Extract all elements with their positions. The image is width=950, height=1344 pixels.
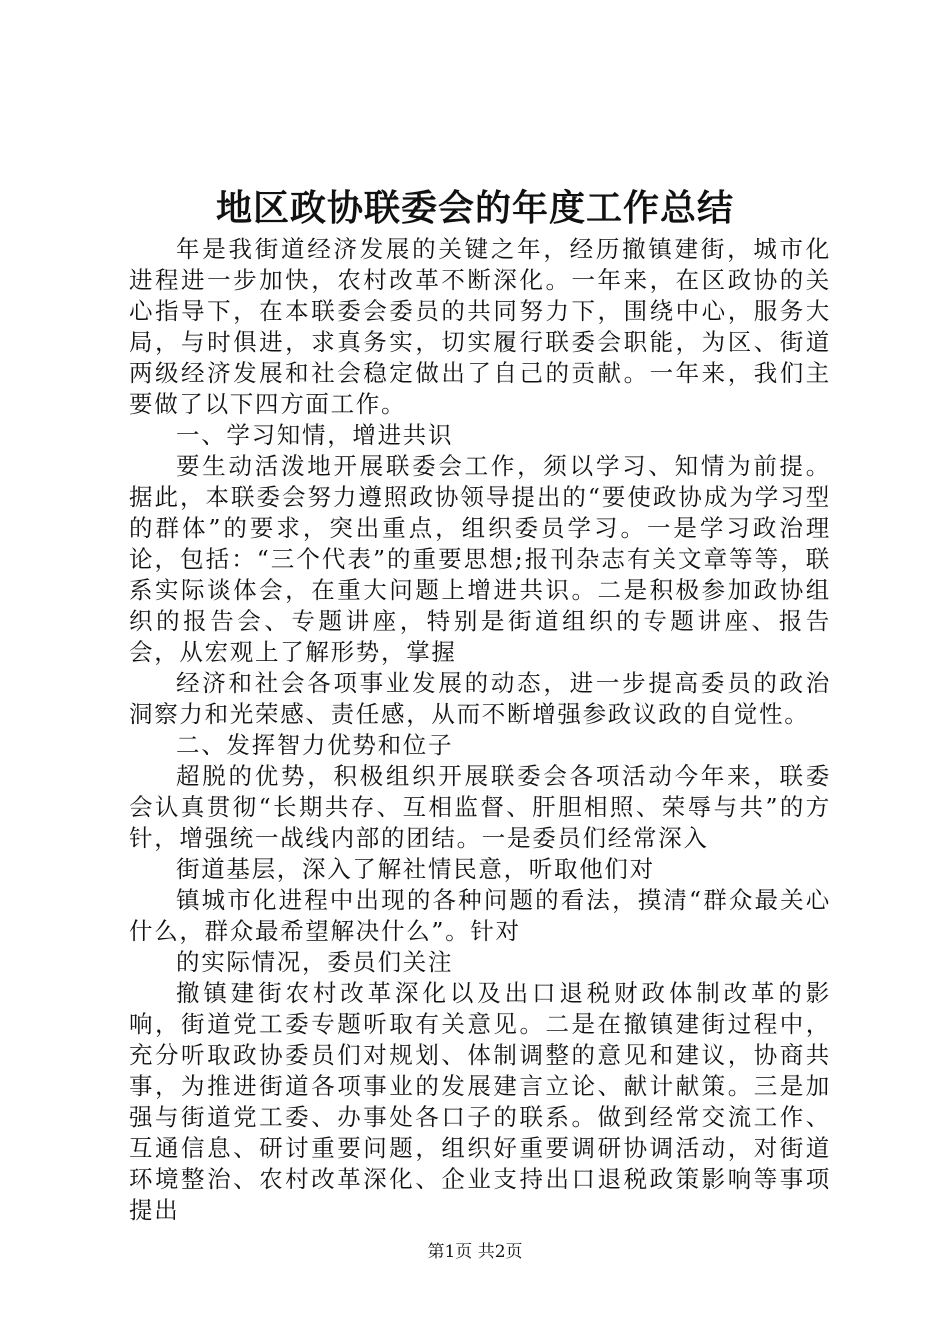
- paragraph-situation: 的实际情况，委员们关注: [176, 948, 454, 976]
- paragraph-urbanization: 镇城市化进程中出现的各种问题的看法，摸清“群众最关心什么，群众最希望解决什么”。针对: [129, 886, 831, 945]
- paragraph-reform: 撤镇建街农村改革深化以及出口退税财政体制改革的影响，街道党工委专题听取有关意见。二是在撤镇建街过程中，充分听取政协委员们对规划、体制调整的意见和建议，协商共事，为推进街道各项事业的发展建言立论、献计献策。三是加强与街道党工委、办事处各口子的联系。做到经常交流工作、互通信息、研讨重要问题，组织好重要调研协调活动，对街道环境整治、农村改革深化、企业支持出口退税政策影响等事项提出: [129, 979, 831, 1224]
- section-heading-1: 一、学习知情，增进共识: [176, 421, 454, 449]
- paragraph-advantage: 超脱的优势，积极组织开展联委会各项活动今年来，联委会认真贯彻“长期共存、互相监督、肝胆相照、荣辱与共”的方针，增强统一战线内部的团结。一是委员们经常深入: [129, 762, 831, 852]
- section-heading-2: 二、发挥智力优势和位子: [176, 731, 454, 759]
- paragraph-study: 要生动活泼地开展联委会工作，须以学习、知情为前提。据此，本联委会努力遵照政协领导提出的“要使政协成为学习型的群体”的要求，突出重点，组织委员学习。一是学习政治理论，包括：“三个代表”的重要思想;报刊杂志有关文章等等，联系实际谈体会，在重大问题上增进共识。二是积极参加政协组织的报告会、专题讲座，特别是街道组织的专题讲座、报告会，从宏观上了解形势，掌握: [129, 452, 831, 666]
- paragraph-intro: 年是我街道经济发展的关键之年，经历撤镇建街，城市化进程进一步加快，农村改革不断深化。一年来，在区政协的关心指导下，在本联委会委员的共同努力下，围绕中心，服务大局，与时俱进，求真务实，切实履行联委会职能，为区、街道两级经济发展和社会稳定做出了自己的贡献。一年来，我们主要做了以下四方面工作。: [129, 235, 831, 418]
- paragraph-grassroots: 街道基层，深入了解社情民意，听取他们对: [176, 855, 655, 883]
- document-title: 地区政协联委会的年度工作总结: [215, 187, 734, 229]
- paragraph-study-cont: 经济和社会各项事业发展的动态，进一步提高委员的政治洞察力和光荣感、责任感，从而不断增强参政议政的自觉性。: [129, 669, 831, 728]
- page-number-footer: 第1页 共2页: [427, 1242, 523, 1262]
- document-body: [129, 234, 831, 1226]
